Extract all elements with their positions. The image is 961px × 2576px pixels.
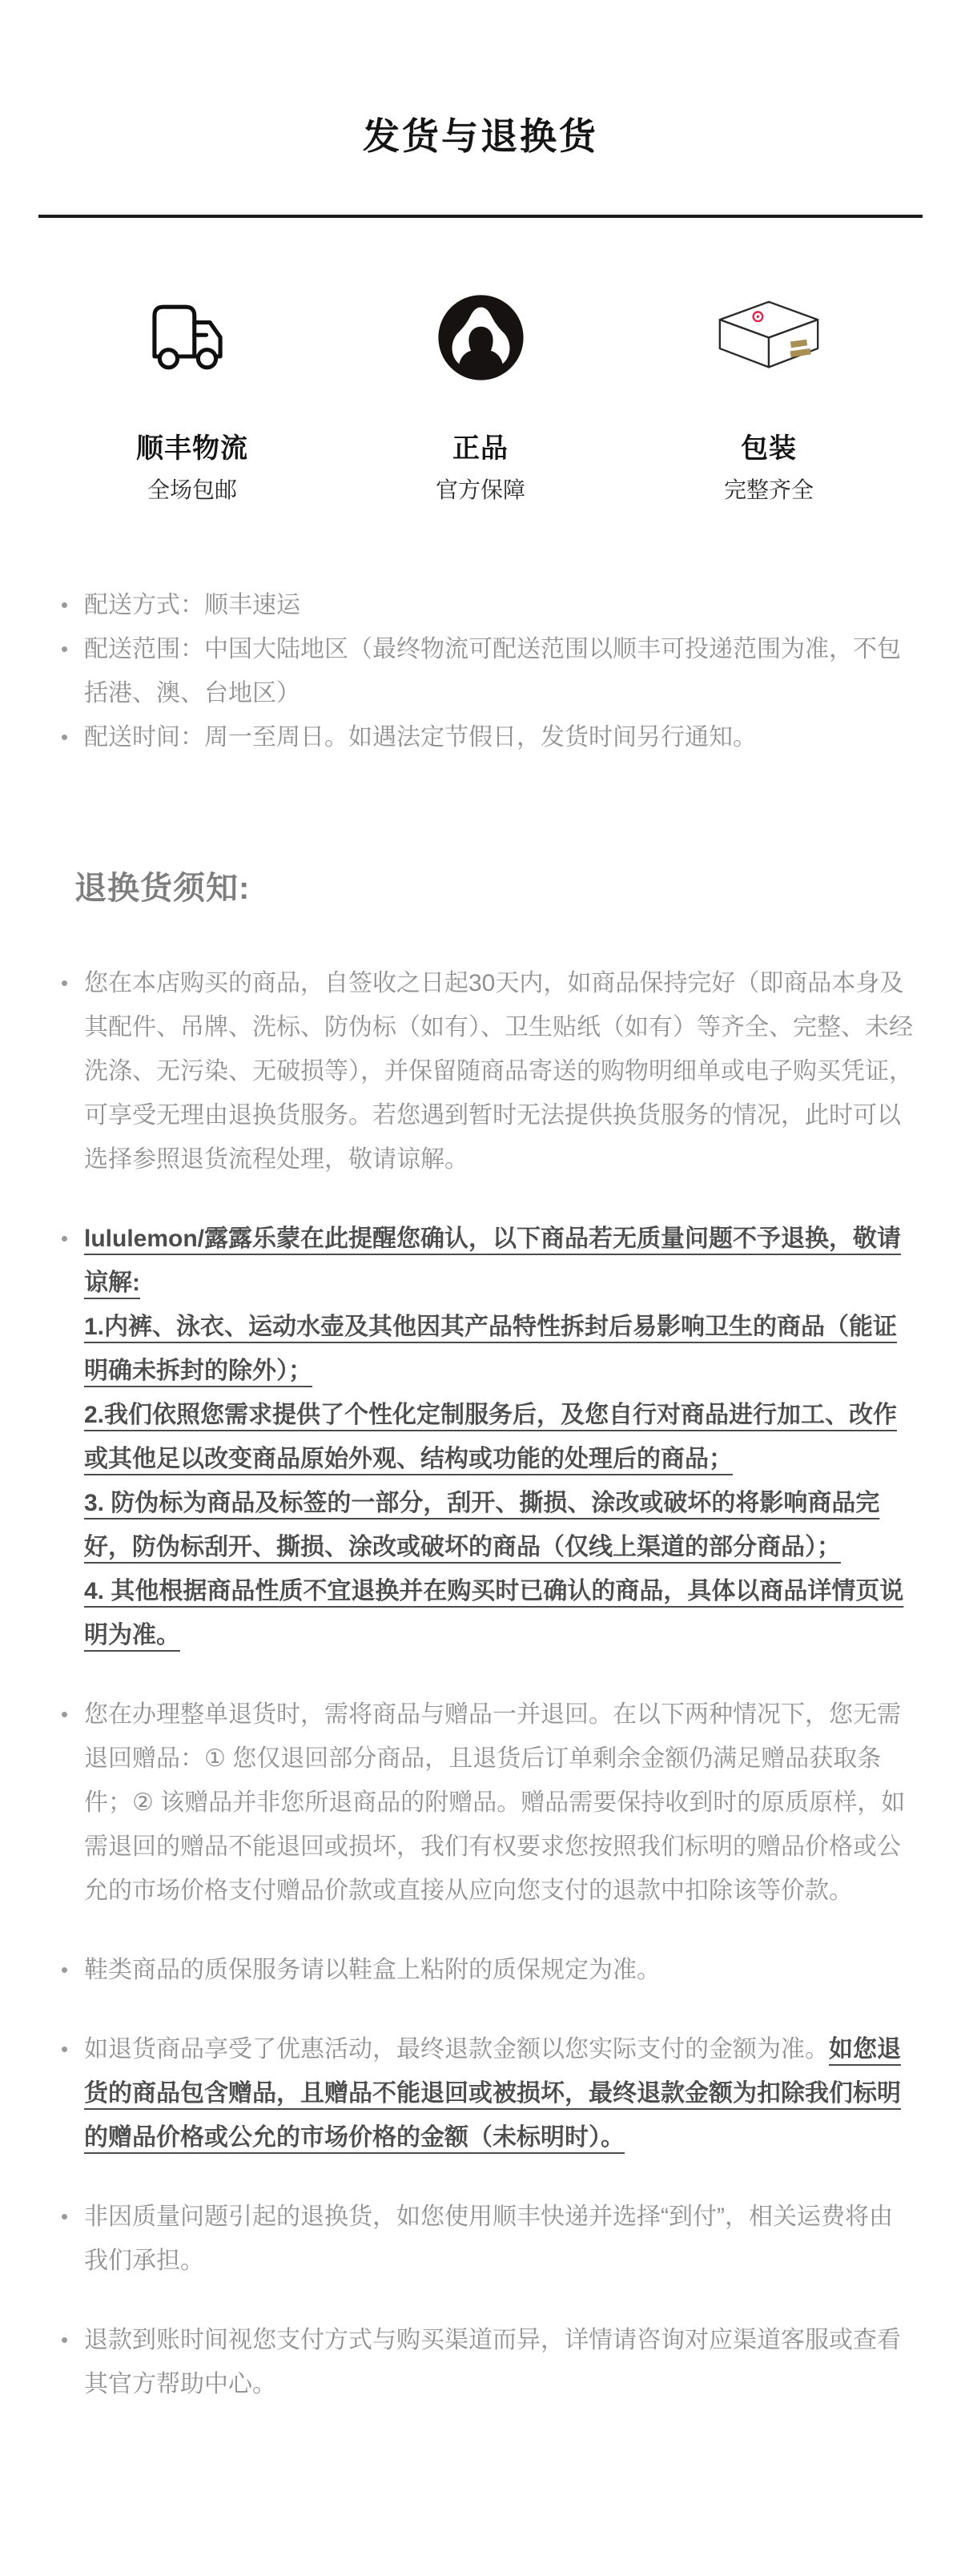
refund-amount-emphasis: 如您退货的商品包含赠品，且赠品不能退回或被损坏，最终退款金额为扣除我们标明的赠品价格或公允的市场价格的金额（未标明时）。 xyxy=(84,2036,901,2151)
package-box-icon xyxy=(709,297,829,377)
refund-amount-normal: 如退货商品享受了优惠活动，最终退款金额以您实际支付的金额为准。 xyxy=(84,2036,829,2063)
non-returnable-intro: lululemon/露露乐蒙在此提醒您确认，以下商品若无质量问题不予退换，敬请谅解: xyxy=(84,1226,901,1296)
feature-authentic-sublabel: 官方保障 xyxy=(435,477,525,502)
shipping-info-list xyxy=(60,583,913,759)
feature-packaging xyxy=(625,288,913,503)
non-returnable-rule-3: 3. 防伪标为商品及标签的一部分，刮开、撕损、涂改或破坏的将影响商品完好，防伪标刮开、撕损、涂改或破坏的商品（仅线上渠道的部分商品）； xyxy=(84,1490,880,1560)
lululemon-logo-icon xyxy=(436,292,526,383)
list-item-refund-amount xyxy=(60,2027,913,2159)
list-item-shipping-time: 配送时间：周一至周日。如遇法定节假日，发货时间另行通知。 xyxy=(60,715,913,759)
list-item-refund-arrival: 退款到账时间视您支付方式与购买渠道而异，详情请咨询对应渠道客服或查看其官方帮助中心。 xyxy=(60,2318,913,2406)
non-returnable-rule-2: 2.我们依照您需求提供了个性化定制服务后，及您自行对商品进行加工、改作或其他足以改变商品原始外观、结构或功能的处理后的商品； xyxy=(84,1402,898,1472)
feature-shipping-label: 顺丰物流 xyxy=(136,433,248,464)
feature-shipping xyxy=(48,288,336,503)
feature-authentic xyxy=(336,288,625,503)
list-item-return-window: 您在本店购买的商品，自签收之日起30天内，如商品保持完好（即商品本身及其配件、吊牌、洗标、防伪标（如有）、卫生贴纸（如有）等齐全、完整、未经洗涤、无污染、无破损等），并保留随商品寄送的购物明细单或电子购买凭证，可享受无理由退换货服务。若您遇到暂时无法提供换货服务的情况，此时可以选择参照退货流程处理，敬请谅解。 xyxy=(60,961,913,1181)
truck-icon xyxy=(144,298,240,376)
list-item-shipping-method: 配送方式：顺丰速运 xyxy=(60,583,913,627)
feature-shipping-sublabel: 全场包邮 xyxy=(147,477,237,502)
title-divider xyxy=(38,215,923,218)
feature-packaging-label: 包装 xyxy=(741,433,797,464)
returns-section-heading: 退换货须知: xyxy=(74,871,251,906)
list-item-non-returnable xyxy=(60,1217,913,1657)
feature-row xyxy=(0,288,961,503)
list-item-return-freight: 非因质量问题引起的退换货，如您使用顺丰快递并选择“到付”，相关运费将由我们承担。 xyxy=(60,2195,913,2283)
feature-packaging-sublabel: 完整齐全 xyxy=(723,477,814,502)
non-returnable-rule-4: 4. 其他根据商品性质不宜退换并在购买时已确认的商品，具体以商品详情页说明为准。 xyxy=(84,1578,904,1648)
list-item-gift-return: 您在办理整单退货时，需将商品与赠品一并退回。在以下两种情况下，您无需退回赠品：① 您仅退回部分商品，且退货后订单剩余金额仍满足赠品获取条件；② 该赠品并非您所退商品的附赠品。赠品需要保持收到时的原质原样，如需退回的赠品不能退回或损坏，我们有权要求您按照我们标明的赠品价格或公允的市场价格支付赠品价款或直接从应向您支付的退款中扣除该等价款。 xyxy=(60,1693,913,1913)
list-item-shoe-warranty: 鞋类商品的质保服务请以鞋盒上粘附的质保规定为准。 xyxy=(60,1948,913,1992)
returns-policy-list xyxy=(60,961,913,2406)
page-title: 发货与退换货 xyxy=(363,115,598,157)
list-item-shipping-range: 配送范围：中国大陆地区（最终物流可配送范围以顺丰可投递范围为准，不包括港、澳、台地区） xyxy=(60,627,913,715)
feature-authentic-label: 正品 xyxy=(452,433,509,464)
non-returnable-rule-1: 1.内裤、泳衣、运动水壶及其他因其产品特性拆封后易影响卫生的商品（能证明确未拆封的除外）； xyxy=(84,1314,898,1384)
